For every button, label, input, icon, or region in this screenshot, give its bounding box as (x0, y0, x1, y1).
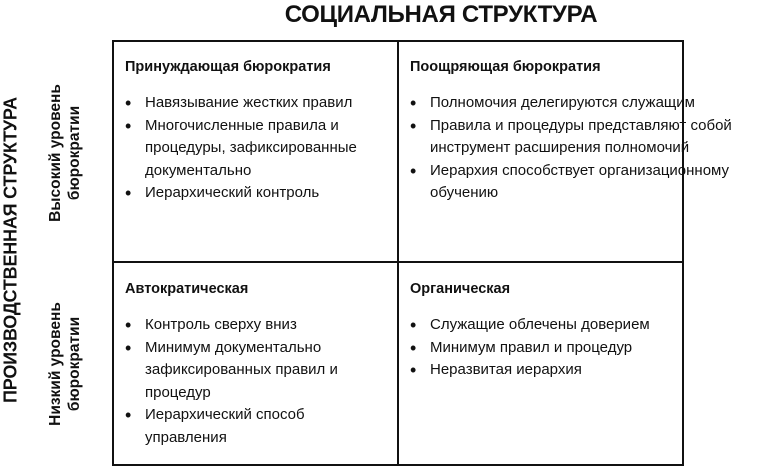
row-label-high-line1: Высокий уровень (47, 84, 64, 222)
cell-heading: Принуждающая бюрократия (125, 59, 331, 75)
row-label-low-line1: Низкий уровень (47, 302, 64, 426)
list-item: • Контроль сверху вниз (125, 314, 387, 337)
axis-title-production-structure: ПРОИЗВОДСТВЕННАЯ СТРУКТУРА (0, 97, 21, 403)
row-label-low-line2: бюрократии (66, 316, 83, 412)
cell-bullet-list (410, 314, 760, 382)
cell-heading: Органическая (410, 281, 511, 297)
diagram-title-social-structure: СОЦИАЛЬНАЯ СТРУКТУРА (284, 1, 598, 28)
cell-autocratic (125, 280, 387, 449)
list-item: • Минимум правил и процедур (410, 337, 760, 360)
cell-heading: Автократическая (125, 281, 249, 297)
cell-heading: Поощряющая бюрократия (410, 59, 601, 75)
list-item: • Иерархический способ управления (125, 404, 387, 449)
row-label-low-bureaucracy (46, 302, 84, 426)
cell-bullet-list (125, 92, 387, 205)
list-item: • Иерархия способствует организационному обучению (410, 160, 760, 205)
list-item: • Неразвитая иерархия (410, 359, 760, 382)
cell-coercive-bureaucracy (125, 58, 387, 205)
cell-organic (410, 280, 760, 382)
list-item: • Многочисленные правила и процедуры, зафиксированные документально (125, 115, 387, 183)
list-item: • Минимум документально зафиксированных правил и процедур (125, 337, 387, 405)
list-item: • Полномочия делегируются служащим (410, 92, 760, 115)
row-label-high-bureaucracy (46, 84, 84, 222)
cell-bullet-list (125, 314, 387, 449)
row-label-high-line2: бюрократии (66, 105, 83, 201)
cell-bullet-list (410, 92, 760, 205)
list-item: • Навязывание жестких правил (125, 92, 387, 115)
cell-enabling-bureaucracy (410, 58, 760, 205)
list-item: • Иерархический контроль (125, 182, 387, 205)
list-item: • Служащие облечены доверием (410, 314, 760, 337)
matrix-vertical-divider (397, 40, 399, 466)
list-item: • Правила и процедуры представляют собой инструмент расширения полномочий (410, 115, 760, 160)
matrix-horizontal-divider (112, 261, 684, 263)
